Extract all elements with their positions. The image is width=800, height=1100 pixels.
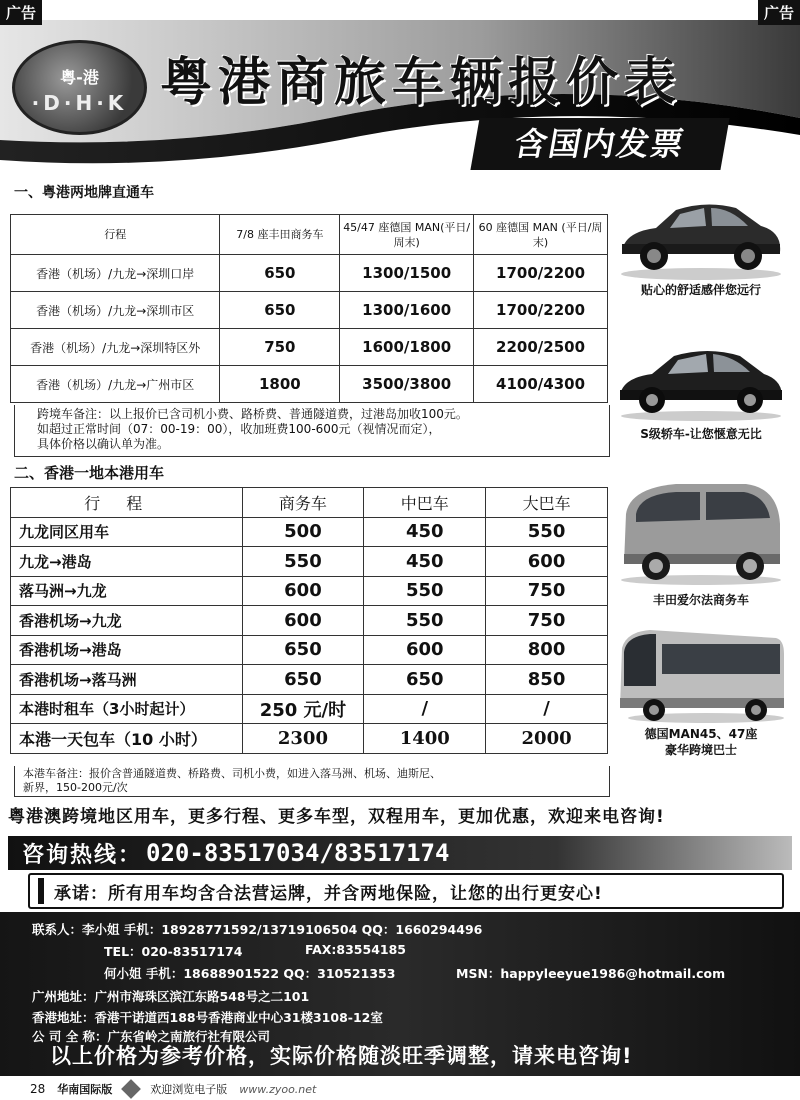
route-cell: 香港机场→九龙 bbox=[11, 606, 243, 636]
table-row bbox=[11, 665, 608, 695]
price-cell: 500 bbox=[242, 517, 364, 547]
car-card-bus bbox=[616, 624, 786, 758]
hk-local-price-table bbox=[10, 487, 608, 754]
hotline-label: 咨询热线： bbox=[22, 842, 143, 868]
car-caption: S级轿车-让您惬意无比 bbox=[640, 427, 762, 441]
sedan-image bbox=[616, 182, 786, 282]
contact-panel bbox=[0, 912, 800, 1076]
price-cell: 600 bbox=[242, 576, 364, 606]
table-header-row bbox=[11, 215, 608, 255]
table-row bbox=[11, 576, 608, 606]
route-cell: 香港（机场）/九龙→深圳市区 bbox=[11, 292, 220, 329]
contact-line-1: 联系人：李小姐 手机：18928771592/13719106504 QQ：1660294496 bbox=[32, 922, 483, 937]
price-cell: 1700/2200 bbox=[474, 255, 608, 292]
ad-tag-right: 广告 bbox=[758, 0, 800, 25]
route-cell: 香港（机场）/九龙→广州市区 bbox=[11, 366, 220, 403]
price-cell: 650 bbox=[220, 292, 340, 329]
price-cell: 750 bbox=[220, 329, 340, 366]
column-header: 7/8 座丰田商务车 bbox=[220, 215, 340, 255]
promise-mark-icon bbox=[38, 878, 44, 904]
price-cell: / bbox=[486, 694, 608, 724]
column-header: 中巴车 bbox=[364, 488, 486, 518]
table-row bbox=[11, 635, 608, 665]
price-cell: 250 元/时 bbox=[242, 694, 364, 724]
page-footer bbox=[0, 1078, 800, 1100]
route-cell: 本港时租车（3小时起计） bbox=[11, 694, 243, 724]
company-name: 公 司 全 称：广东省岭之南旅行社有限公司 bbox=[32, 1029, 271, 1044]
table-row bbox=[11, 517, 608, 547]
table-row bbox=[11, 255, 608, 292]
price-cell: 550 bbox=[364, 606, 486, 636]
cross-border-note bbox=[14, 405, 610, 457]
contact-msn[interactable]: MSN：happyleeyue1986@hotmail.com bbox=[456, 966, 726, 981]
hotline-bar bbox=[8, 836, 792, 870]
hongkong-address: 香港地址：香港干诺道西188号香港商业中心31楼3108-12室 bbox=[32, 1010, 383, 1025]
invoice-banner: 含国内发票 bbox=[470, 118, 729, 170]
page-title: 粤港商旅车辆报价表 bbox=[160, 52, 683, 113]
table-row bbox=[11, 724, 608, 754]
ad-tag-left: 广告 bbox=[0, 0, 42, 25]
publication-name: 华南国际版 bbox=[57, 1083, 113, 1096]
dhk-logo bbox=[12, 40, 147, 135]
guangzhou-address: 广州地址：广州市海珠区滨江东路548号之二101 bbox=[32, 989, 310, 1004]
price-cell: 650 bbox=[242, 665, 364, 695]
note-line: 新界，150-200元/次 bbox=[23, 781, 128, 794]
price-cell: 550 bbox=[486, 517, 608, 547]
price-cell: 800 bbox=[486, 635, 608, 665]
route-cell: 九龙→港岛 bbox=[11, 547, 243, 577]
note-line: 如超过正常时间（07：00-19：00），收加班费100-600元（视情况而定）， bbox=[37, 422, 441, 436]
footer-slogan: 欢迎浏览电子版 bbox=[150, 1083, 228, 1096]
note-line: 跨境车备注：以上报价已含司机小费、路桥费、普通隧道费，过港岛加收100元。 bbox=[37, 407, 468, 421]
price-cell: 750 bbox=[486, 576, 608, 606]
table-row bbox=[11, 292, 608, 329]
price-cell: 650 bbox=[220, 255, 340, 292]
footer-site-link[interactable]: www.zyoo.net bbox=[239, 1082, 317, 1096]
column-header: 行程 bbox=[11, 215, 220, 255]
promo-text: 粤港澳跨境地区用车，更多行程、更多车型，双程用车，更加优惠，欢迎来电咨询! bbox=[8, 807, 665, 827]
route-cell: 香港（机场）/九龙→深圳口岸 bbox=[11, 255, 220, 292]
price-cell: 1800 bbox=[220, 366, 340, 403]
section2-title: 二、香港一地本港用车 bbox=[14, 464, 165, 482]
price-cell: 650 bbox=[242, 635, 364, 665]
man-bus-image bbox=[616, 624, 786, 724]
car-caption-line1: 德国MAN45、47座 bbox=[644, 727, 758, 741]
table-header-row bbox=[11, 488, 608, 518]
contact-fax: FAX:83554185 bbox=[305, 942, 406, 957]
alphard-image bbox=[616, 474, 786, 586]
table-row bbox=[11, 606, 608, 636]
column-header: 大巴车 bbox=[486, 488, 608, 518]
price-cell: 2300 bbox=[242, 724, 364, 754]
price-cell: 450 bbox=[364, 517, 486, 547]
price-cell: 600 bbox=[242, 606, 364, 636]
header-banner bbox=[0, 0, 800, 190]
table-row bbox=[11, 694, 608, 724]
column-header: 45/47 座德国 MAN(平日/周末) bbox=[340, 215, 474, 255]
publication-logo-icon bbox=[121, 1079, 141, 1099]
promise-text: 承诺：所有用车均含合法营运牌，并含两地保险，让您的出行更安心! bbox=[54, 883, 603, 904]
s-class-image bbox=[616, 336, 786, 422]
car-caption: 丰田爱尔法商务车 bbox=[652, 593, 749, 607]
column-header: 60 座德国 MAN (平日/周末) bbox=[474, 215, 608, 255]
price-cell: 1600/1800 bbox=[340, 329, 474, 366]
price-cell: 2000 bbox=[486, 724, 608, 754]
car-card-sedan-2 bbox=[616, 336, 786, 442]
contact-tel: TEL：020-83517174 bbox=[104, 944, 243, 959]
page-number: 28 bbox=[30, 1082, 46, 1096]
price-cell: 3500/3800 bbox=[340, 366, 474, 403]
contact-line-3: 何小姐 手机：18688901522 QQ：310521353 bbox=[104, 966, 396, 981]
route-cell: 本港一天包车（10 小时） bbox=[11, 724, 243, 754]
table-row bbox=[11, 329, 608, 366]
column-header: 商务车 bbox=[242, 488, 364, 518]
note-line: 具体价格以确认单为准。 bbox=[37, 437, 170, 451]
price-cell: 1700/2200 bbox=[474, 292, 608, 329]
price-cell: 600 bbox=[486, 547, 608, 577]
promise-box bbox=[28, 873, 784, 909]
route-cell: 九龙同区用车 bbox=[11, 517, 243, 547]
car-card-alphard bbox=[616, 474, 786, 608]
table-row bbox=[11, 366, 608, 403]
column-header: 行程 bbox=[11, 488, 243, 518]
price-cell: 1300/1600 bbox=[340, 292, 474, 329]
table-row bbox=[11, 547, 608, 577]
price-cell: 450 bbox=[364, 547, 486, 577]
price-cell: 850 bbox=[486, 665, 608, 695]
route-cell: 香港（机场）/九龙→深圳特区外 bbox=[11, 329, 220, 366]
car-caption: 贴心的舒适感伴您远行 bbox=[640, 283, 761, 297]
car-caption-line2: 豪华跨境巴士 bbox=[664, 743, 737, 757]
price-cell: / bbox=[364, 694, 486, 724]
price-cell: 1400 bbox=[364, 724, 486, 754]
route-cell: 香港机场→落马洲 bbox=[11, 665, 243, 695]
price-cell: 550 bbox=[242, 547, 364, 577]
price-cell: 750 bbox=[486, 606, 608, 636]
cross-border-price-table bbox=[10, 214, 608, 403]
final-notice: 以上价格为参考价格，实际价格随淡旺季调整，请来电咨询! bbox=[50, 1044, 633, 1068]
logo-bottom-text: ·D·H·K bbox=[31, 91, 128, 115]
hotline-number[interactable]: 020-83517034/83517174 bbox=[146, 839, 450, 867]
section1-title: 一、粤港两地牌直通车 bbox=[14, 185, 154, 201]
note-line: 本港车备注：报价含普通隧道费、桥路费、司机小费，如进入落马洲、机场、迪斯尼、 bbox=[23, 767, 441, 780]
car-card-sedan-1 bbox=[616, 182, 786, 298]
price-cell: 1300/1500 bbox=[340, 255, 474, 292]
price-cell: 2200/2500 bbox=[474, 329, 608, 366]
price-cell: 600 bbox=[364, 635, 486, 665]
logo-top-text: 粤-港 bbox=[60, 68, 99, 87]
route-cell: 香港机场→港岛 bbox=[11, 635, 243, 665]
price-cell: 4100/4300 bbox=[474, 366, 608, 403]
price-cell: 650 bbox=[364, 665, 486, 695]
price-cell: 550 bbox=[364, 576, 486, 606]
route-cell: 落马洲→九龙 bbox=[11, 576, 243, 606]
local-note bbox=[14, 766, 610, 797]
